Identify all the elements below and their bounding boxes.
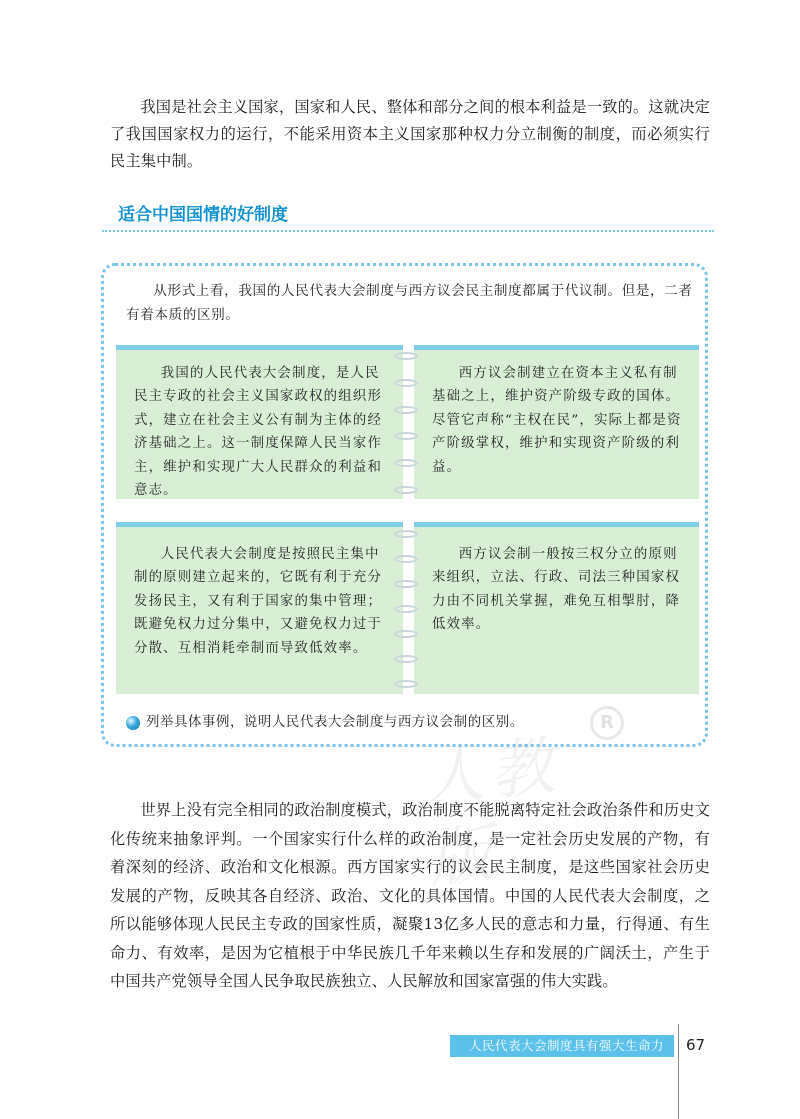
card-western-foundation (414, 345, 699, 499)
registered-mark-icon: R (590, 706, 624, 740)
binder-rings-top (394, 352, 422, 494)
body-paragraph: 我国是社会主义国家，国家和人民、整体和部分之间的根本利益是一致的。这就决定了我国国家权力的运行，不能采用资本主义国家那种权力分立制衡的制度，而必须实行民主集中制。 (110, 98, 710, 170)
body-paragraph: 世界上没有完全相同的政治制度模式，政治制度不能脱离特定社会政治条件和历史文化传统来抽象评判。一个国家实行什么样的政治制度，是一定社会历史发展的产物，有着深刻的经济、政治和文化根源。西方国家实行的议会民主制度，是这些国家社会历史发展的产物，反映其各自经济、政治、文化的具体国情。中国的人民代表大会制度，之所以能够体现人民民主专政的国家性质，凝聚13亿多人民的意志和力量，行得通、有生命力、有效率，是因为它植根于中华民族几千年来赖以生存和发展的广阔沃土，产生于中国共产党领导全国人民争取民族独立、人民解放和国家富强的伟大实践。 (110, 801, 710, 990)
publisher-watermark: 人教版 (416, 729, 564, 898)
footer-chapter-label: 人民代表大会制度具有强大生命力 (450, 1035, 674, 1057)
question-bullet-icon (126, 716, 140, 730)
card-text: 西方议会制一般按三权分立的原则来组织，立法、行政、司法三种国家权力由不同机关掌握，难免互相掣肘，降低效率。 (432, 547, 681, 633)
card-text: 人民代表大会制度是按照民主集中制的原则建立起来的，它既有利于充分发扬民主，又有利于国家的集中管理；既避免权力过分集中，又避免权力过于分散、互相消耗牵制而导致低效率。 (134, 547, 383, 656)
page-number: 67 (686, 1036, 706, 1054)
binder-rings-bottom (394, 530, 422, 688)
footer-divider (678, 1024, 679, 1119)
card-text: 西方议会制建立在资本主义私有制基础之上，维护资产阶级专政的国体。尽管它声称“主权在民”，实际上都是资产阶级掌权，维护和实现资产阶级的利益。 (432, 366, 682, 475)
card-western-principle (414, 522, 699, 694)
card-npc-principle (116, 522, 403, 694)
section-title: 适合中国国情的好制度 (118, 205, 288, 225)
title-divider (102, 230, 714, 232)
discussion-question: 列举具体事例，说明人民代表大会制度与西方议会制的区别。 (146, 715, 524, 730)
card-text: 我国的人民代表大会制度，是人民民主专政的社会主义国家政权的组织形式，建立在社会主义公有制为主体的经济基础之上。这一制度保障人民当家作主，维护和实现广大人民群众的利益和意志。 (134, 366, 383, 499)
comparison-intro: 从形式上看，我国的人民代表大会制度与西方议会民主制度都属于代议制。但是，二者有着本质的区别。 (126, 283, 693, 323)
card-npc-foundation (116, 345, 403, 499)
